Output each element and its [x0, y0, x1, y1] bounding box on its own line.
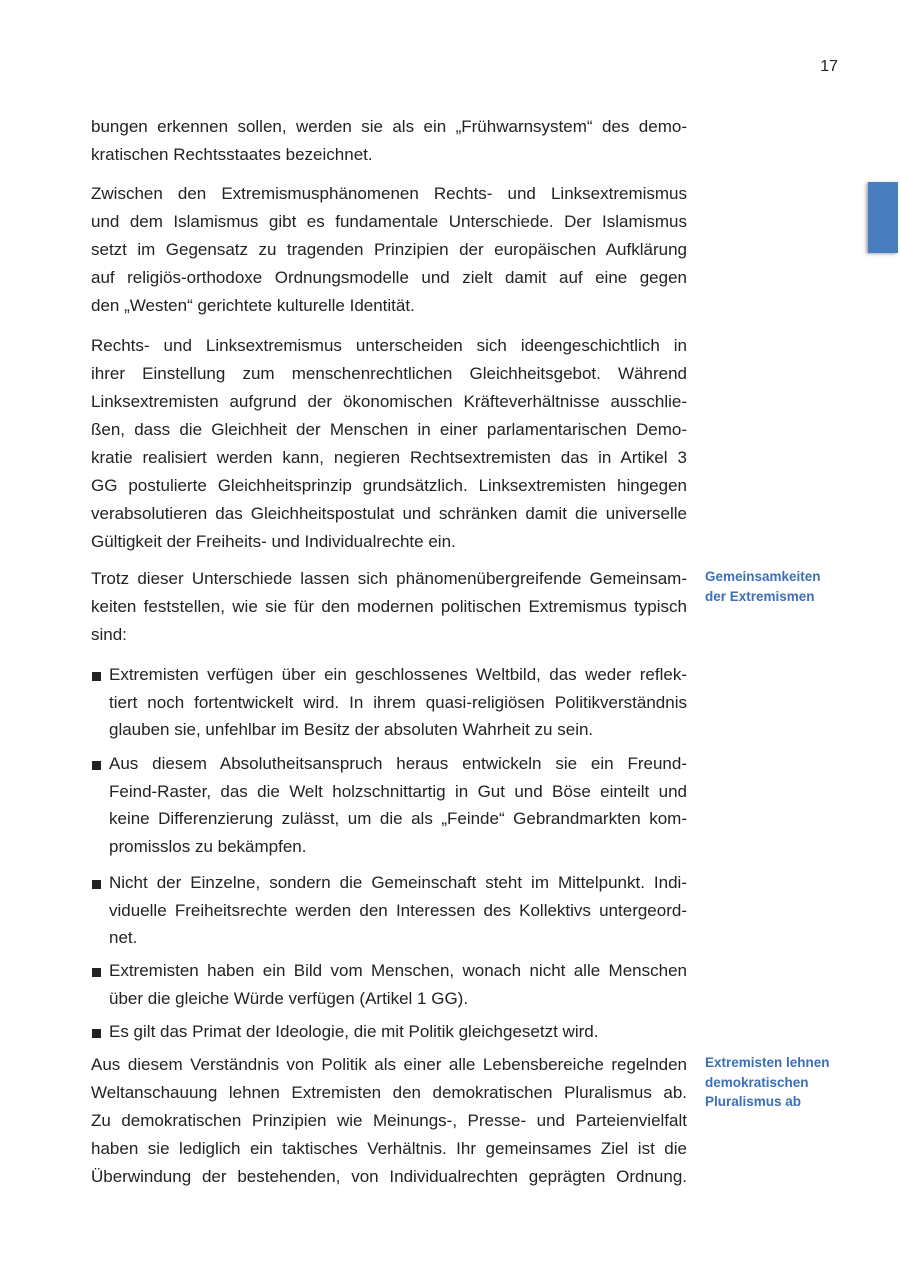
- text-line: Weltanschauung lehnen Extremisten den demokratischen Pluralismus ab.: [91, 1083, 687, 1102]
- margin-note: [705, 567, 890, 606]
- text-line: promisslos zu bekämpfen.: [109, 837, 307, 857]
- text-line: Überwindung der bestehenden, von Individualrechten geprägten Ordnung.: [91, 1167, 687, 1186]
- text-line: haben sie lediglich ein taktisches Verhältnis. Ihr gemeinsames Ziel ist die: [91, 1139, 687, 1158]
- text-line: ihrer Einstellung zum menschenrechtlichen Gleichheitsgebot. Während: [91, 364, 687, 383]
- text-line: Aus diesem Absolutheitsanspruch heraus entwickeln sie ein Freund-: [109, 754, 687, 773]
- text-line: sind:: [91, 625, 127, 644]
- text-line: Rechts- und Linksextremismus unterscheiden sich ideengeschichtlich in: [91, 336, 687, 355]
- square-bullet-icon: [92, 1029, 101, 1038]
- text-line: Es gilt das Primat der Ideologie, die mit Politik gleichgesetzt wird.: [109, 1022, 599, 1041]
- body-paragraph: [91, 180, 687, 320]
- text-line: Gültigkeit der Freiheits- und Individualrechte ein.: [91, 532, 456, 551]
- text-line: und dem Islamismus gibt es fundamentale Unterschiede. Der Islamismus: [91, 212, 687, 231]
- body-paragraph: [91, 565, 687, 649]
- margin-note-line: Gemeinsamkeiten: [705, 569, 821, 584]
- text-line: Extremisten verfügen über ein geschlossenes Weltbild, das weder reflek-: [109, 665, 687, 684]
- square-bullet-icon: [92, 968, 101, 977]
- bullet-text: [109, 1018, 687, 1046]
- square-bullet-icon: [92, 672, 101, 681]
- body-paragraph: [91, 1051, 687, 1191]
- text-line: bungen erkennen sollen, werden sie als ein „Frühwarnsystem“ des demo-: [91, 117, 687, 136]
- text-line: kratie realisiert werden kann, negieren Rechtsextremisten das in Artikel 3: [91, 448, 687, 467]
- body-paragraph: [91, 332, 687, 556]
- text-line: den „Westen“ gerichtete kulturelle Identität.: [91, 296, 415, 315]
- text-line: viduelle Freiheitsrechte werden den Interessen des Kollektivs untergeord-: [109, 900, 687, 920]
- margin-note-line: demokratischen: [705, 1074, 809, 1090]
- text-line: Feind-Raster, das die Welt holzschnittartig in Gut und Böse einteilt und: [109, 781, 687, 801]
- chapter-tab-marker: [868, 182, 898, 253]
- margin-note: [705, 1053, 890, 1112]
- text-line: Nicht der Einzelne, sondern die Gemeinschaft steht im Mittelpunkt. Indi-: [109, 873, 687, 892]
- text-line: tiert noch fortentwickelt wird. In ihrem quasi-religiösen Politikverständnis: [109, 692, 687, 712]
- text-line: Zwischen den Extremismusphänomenen Rechts- und Linksextremismus: [91, 184, 687, 203]
- text-line: GG postulierte Gleichheitsprinzip grundsätzlich. Linksextremisten hingegen: [91, 476, 687, 495]
- bullet-text: [109, 869, 687, 952]
- text-line: setzt im Gegensatz zu tragenden Prinzipien der europäischen Aufklärung: [91, 240, 687, 259]
- page-number: 17: [820, 58, 838, 75]
- bullet-text: [109, 750, 687, 861]
- text-line: glauben sie, unfehlbar im Besitz der absoluten Wahrheit zu sein.: [109, 720, 594, 740]
- margin-note-line: Extremisten lehnen: [705, 1055, 830, 1070]
- text-line: auf religiös-orthodoxe Ordnungsmodelle und zielt damit auf eine gegen: [91, 268, 687, 287]
- text-line: verabsolutieren das Gleichheitspostulat und schränken damit die universelle: [91, 504, 687, 523]
- square-bullet-icon: [92, 880, 101, 889]
- text-line: Trotz dieser Unterschiede lassen sich phänomenübergreifende Gemeinsam-: [91, 569, 687, 588]
- bullet-text: [109, 661, 687, 744]
- body-paragraph: [91, 113, 687, 169]
- text-line: keine Differenzierung zulässt, um die als „Feinde“ Gebrandmarkten kom-: [109, 809, 687, 829]
- bullet-text: [109, 957, 687, 1012]
- text-line: kratischen Rechtsstaates bezeichnet.: [91, 145, 373, 164]
- text-line: ßen, dass die Gleichheit der Menschen in einer parlamentarischen Demo-: [91, 420, 687, 439]
- text-line: über die gleiche Würde verfügen (Artikel 1 GG).: [109, 988, 469, 1008]
- margin-note-line: der Extremismen: [705, 588, 815, 604]
- text-line: net.: [109, 928, 138, 948]
- text-line: Zu demokratischen Prinzipien wie Meinungs-, Presse- und Parteienvielfalt: [91, 1111, 687, 1130]
- text-line: keiten feststellen, wie sie für den modernen politischen Extremismus typisch: [91, 597, 687, 616]
- text-line: Extremisten haben ein Bild vom Menschen, wonach nicht alle Menschen: [109, 961, 687, 980]
- square-bullet-icon: [92, 761, 101, 770]
- margin-note-line: Pluralismus ab: [705, 1094, 802, 1109]
- text-line: Aus diesem Verständnis von Politik als einer alle Lebensbereiche regelnden: [91, 1055, 687, 1074]
- text-line: Linksextremisten aufgrund der ökonomischen Kräfteverhältnisse ausschlie-: [91, 392, 687, 411]
